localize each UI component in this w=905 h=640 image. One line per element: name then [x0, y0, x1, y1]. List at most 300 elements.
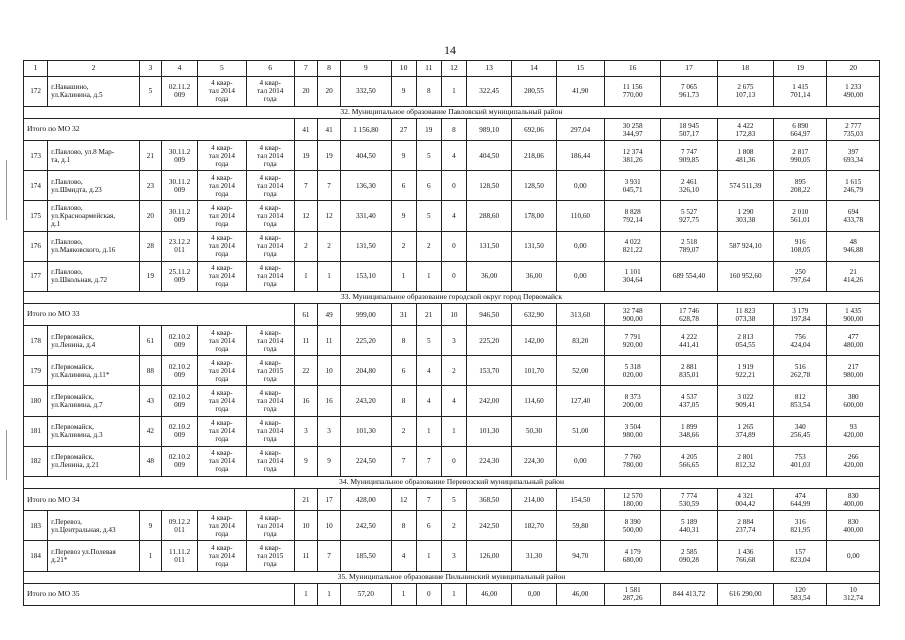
table-cell: 5: [416, 201, 441, 231]
table-cell: 8 390 500,00: [604, 511, 660, 541]
subtotal-cell: 428,00: [341, 489, 391, 511]
table-cell: 160 952,60: [717, 261, 773, 291]
table-cell: 23: [139, 171, 161, 201]
table-cell: 02.10.2 009: [161, 446, 197, 476]
column-number: 6: [246, 61, 294, 77]
table-cell: 4 квар- тал 2014 года: [246, 261, 294, 291]
table-cell: 31,30: [512, 541, 556, 571]
table-cell: 2 817 990,05: [774, 141, 827, 171]
address-cell: г.Первомайск, ул.Калинина, д.11*: [48, 356, 140, 386]
row-number: 172: [24, 76, 48, 106]
table-cell: 23.12.2 011: [161, 231, 197, 261]
table-cell: 16: [294, 386, 317, 416]
row-number: 183: [24, 511, 48, 541]
table-cell: 09.12.2 011: [161, 511, 197, 541]
table-cell: 9: [318, 446, 341, 476]
table-cell: 1: [416, 261, 441, 291]
table-row: [24, 261, 880, 291]
subtotal-row: [24, 119, 880, 141]
table-cell: 0: [441, 171, 466, 201]
table-cell: 11: [294, 541, 317, 571]
table-cell: 1: [441, 416, 466, 446]
table-cell: 20: [139, 201, 161, 231]
table-cell: 11.11.2 011: [161, 541, 197, 571]
table-cell: 4 537 437,05: [661, 386, 717, 416]
subtotal-cell: 21: [416, 304, 441, 326]
column-number: 4: [161, 61, 197, 77]
table-cell: 4 квар- тал 2014 года: [198, 171, 246, 201]
subtotal-cell: 32 748 900,00: [604, 304, 660, 326]
subtotal-cell: 120 583,54: [774, 583, 827, 605]
table-cell: 1 290 303,38: [717, 201, 773, 231]
table-cell: 689 554,40: [661, 261, 717, 291]
table-cell: 88: [139, 356, 161, 386]
table-cell: 36,00: [512, 261, 556, 291]
subtotal-cell: 4 422 172,83: [717, 119, 773, 141]
table-cell: 178,00: [512, 201, 556, 231]
table-cell: 0,00: [556, 261, 604, 291]
table-cell: 1: [416, 416, 441, 446]
table-cell: 2 010 561,01: [774, 201, 827, 231]
table-cell: 0,00: [556, 446, 604, 476]
row-number: 179: [24, 356, 48, 386]
table-cell: 2 884 237,74: [717, 511, 773, 541]
table-cell: 266 420,00: [827, 446, 880, 476]
table-cell: 6: [416, 171, 441, 201]
table-cell: 02.10.2 009: [161, 386, 197, 416]
table-row: [24, 231, 880, 261]
subtotal-cell: 41: [318, 119, 341, 141]
subtotal-label: Итого по МО 32: [24, 119, 295, 141]
table-cell: 101,30: [341, 416, 391, 446]
table-cell: 812 853,54: [774, 386, 827, 416]
table-cell: 5: [416, 141, 441, 171]
table-cell: 477 480,00: [827, 326, 880, 356]
row-number: 182: [24, 446, 48, 476]
subtotal-cell: 1: [294, 583, 317, 605]
section-heading: 33. Муниципальное образование городской округ город Первомайск: [24, 291, 880, 303]
table-cell: 2 461 326,10: [661, 171, 717, 201]
section-heading: 35. Муниципальное образование Пильнинский муниципальный район: [24, 571, 880, 583]
table-cell: 4 квар- тал 2014 года: [246, 76, 294, 106]
address-cell: г.Навашино, ул.Калинина, д.5: [48, 76, 140, 106]
table-cell: 5 318 020,00: [604, 356, 660, 386]
table-cell: 4 квар- тал 2014 года: [198, 261, 246, 291]
table-cell: 182,70: [512, 511, 556, 541]
column-number: 18: [717, 61, 773, 77]
row-number: 178: [24, 326, 48, 356]
table-cell: 131,50: [341, 231, 391, 261]
table-cell: 20: [318, 76, 341, 106]
subtotal-cell: 1: [318, 583, 341, 605]
table-cell: 1 265 374,89: [717, 416, 773, 446]
subtotal-cell: 19: [416, 119, 441, 141]
table-cell: 4 квар- тал 2014 года: [198, 356, 246, 386]
table-cell: 9: [139, 511, 161, 541]
table-cell: 753 401,03: [774, 446, 827, 476]
column-number: 10: [391, 61, 416, 77]
table-cell: 4 квар- тал 2014 года: [246, 416, 294, 446]
table-cell: 224,30: [512, 446, 556, 476]
table-cell: 756 424,04: [774, 326, 827, 356]
table-cell: 3: [318, 416, 341, 446]
row-number: 174: [24, 171, 48, 201]
table-cell: 11 156 770,00: [604, 76, 660, 106]
table-cell: 316 821,95: [774, 511, 827, 541]
subtotal-cell: 297,04: [556, 119, 604, 141]
table-cell: 61: [139, 326, 161, 356]
subtotal-cell: 46,00: [467, 583, 512, 605]
row-number: 177: [24, 261, 48, 291]
table-cell: 2 813 054,55: [717, 326, 773, 356]
table-row: [24, 356, 880, 386]
table-cell: 101,30: [467, 416, 512, 446]
table-cell: 36,00: [467, 261, 512, 291]
table-cell: 136,30: [341, 171, 391, 201]
address-cell: г.Первомайск, ул.Ленина, д.21: [48, 446, 140, 476]
subtotal-row: [24, 304, 880, 326]
subtotal-cell: 154,50: [556, 489, 604, 511]
column-number: 19: [774, 61, 827, 77]
table-cell: 4 222 441,41: [661, 326, 717, 356]
subtotal-cell: 57,20: [341, 583, 391, 605]
subtotal-cell: 18 945 507,17: [661, 119, 717, 141]
table-cell: 4 квар- тал 2014 года: [198, 386, 246, 416]
subtotal-cell: 31: [391, 304, 416, 326]
subtotal-cell: 844 413,72: [661, 583, 717, 605]
subtotal-cell: 1 435 900,00: [827, 304, 880, 326]
subtotal-cell: 8: [441, 119, 466, 141]
table-cell: 12 374 381,26: [604, 141, 660, 171]
table-cell: 4 квар- тал 2014 года: [246, 386, 294, 416]
table-cell: 7: [318, 171, 341, 201]
column-number: 3: [139, 61, 161, 77]
address-cell: г.Павлово, ул.Маяковского, д.16: [48, 231, 140, 261]
subtotal-cell: 17: [318, 489, 341, 511]
table-cell: 11: [294, 326, 317, 356]
column-number: 16: [604, 61, 660, 77]
section-heading-row: [24, 291, 880, 303]
table-cell: 25.11.2 009: [161, 261, 197, 291]
address-cell: г.Первомайск, ул.Ленина, д.4: [48, 326, 140, 356]
table-cell: 2 518 789,07: [661, 231, 717, 261]
table-cell: 895 208,22: [774, 171, 827, 201]
section-heading: 32. Муниципальное образование Павловский муниципальный район: [24, 106, 880, 118]
subtotal-cell: 1 156,80: [341, 119, 391, 141]
table-row: [24, 386, 880, 416]
table-cell: 7: [318, 541, 341, 571]
table-cell: 30.11.2 009: [161, 201, 197, 231]
table-cell: 02.10.2 009: [161, 326, 197, 356]
table-cell: 397 693,34: [827, 141, 880, 171]
table-cell: 5 189 440,31: [661, 511, 717, 541]
table-cell: 1: [441, 76, 466, 106]
table-cell: 02.11.2 009: [161, 76, 197, 106]
table-cell: 9: [391, 76, 416, 106]
table-cell: 19: [139, 261, 161, 291]
table-cell: 20: [294, 76, 317, 106]
table-cell: 1: [391, 261, 416, 291]
section-heading-row: [24, 476, 880, 488]
table-cell: 4 квар- тал 2014 года: [246, 171, 294, 201]
address-cell: г.Павлово, ул.Шмидта, д.23: [48, 171, 140, 201]
table-cell: 8 373 200,00: [604, 386, 660, 416]
subtotal-cell: 1 581 287,26: [604, 583, 660, 605]
subtotal-cell: 7 774 530,59: [661, 489, 717, 511]
table-cell: 43: [139, 386, 161, 416]
table-cell: 4: [441, 141, 466, 171]
table-cell: 1 899 348,66: [661, 416, 717, 446]
subtotal-cell: 2 777 735,03: [827, 119, 880, 141]
column-number: 20: [827, 61, 880, 77]
page-number: 14: [444, 43, 456, 57]
table-cell: 242,50: [467, 511, 512, 541]
subtotal-cell: 1: [391, 583, 416, 605]
column-number-row: [24, 61, 880, 77]
subtotal-cell: 313,60: [556, 304, 604, 326]
table-cell: 9: [391, 201, 416, 231]
table-cell: 2 675 107,13: [717, 76, 773, 106]
row-number: 180: [24, 386, 48, 416]
table-cell: 10: [318, 356, 341, 386]
column-number: 13: [467, 61, 512, 77]
subtotal-cell: 999,00: [341, 304, 391, 326]
subtotal-cell: 4 321 004,42: [717, 489, 773, 511]
subtotal-cell: 946,50: [467, 304, 512, 326]
table-cell: 30.11.2 009: [161, 141, 197, 171]
table-cell: 3: [441, 326, 466, 356]
subtotal-cell: 17 746 628,78: [661, 304, 717, 326]
table-cell: 4 квар- тал 2014 года: [198, 201, 246, 231]
column-number: 15: [556, 61, 604, 77]
table-cell: 4 квар- тал 2014 года: [198, 326, 246, 356]
table-cell: 516 262,78: [774, 356, 827, 386]
section-heading-row: [24, 571, 880, 583]
table-cell: 4: [391, 541, 416, 571]
table-cell: 51,00: [556, 416, 604, 446]
table-cell: 243,20: [341, 386, 391, 416]
row-number: 175: [24, 201, 48, 231]
table-cell: 4 квар- тал 2014 года: [246, 446, 294, 476]
table-cell: 0,00: [556, 231, 604, 261]
table-cell: 2 881 835,01: [661, 356, 717, 386]
table-cell: 4 179 680,00: [604, 541, 660, 571]
table-cell: 9: [294, 446, 317, 476]
table-row: [24, 201, 880, 231]
housing-program-table: [23, 60, 880, 606]
subtotal-cell: 61: [294, 304, 317, 326]
table-cell: 21 414,26: [827, 261, 880, 291]
table-cell: 404,50: [467, 141, 512, 171]
table-row: [24, 511, 880, 541]
table-cell: 19: [318, 141, 341, 171]
subtotal-cell: 474 644,99: [774, 489, 827, 511]
table-cell: 10: [318, 511, 341, 541]
table-cell: 10: [294, 511, 317, 541]
table-cell: 93 420,00: [827, 416, 880, 446]
table-cell: 28: [139, 231, 161, 261]
table-cell: 225,20: [467, 326, 512, 356]
table-cell: 4 квар- тал 2014 года: [198, 231, 246, 261]
table-cell: 4 квар- тал 2015 года: [246, 541, 294, 571]
subtotal-label: Итого по МО 34: [24, 489, 295, 511]
table-cell: 574 511,39: [717, 171, 773, 201]
table-cell: 331,40: [341, 201, 391, 231]
row-number: 176: [24, 231, 48, 261]
table-cell: 7: [416, 446, 441, 476]
table-cell: 1 101 304,64: [604, 261, 660, 291]
table-cell: 42: [139, 416, 161, 446]
table-cell: 12: [318, 201, 341, 231]
table-cell: 1 919 922,21: [717, 356, 773, 386]
table-cell: 153,10: [341, 261, 391, 291]
address-cell: г.Первомайск, ул.Калинина, д.7: [48, 386, 140, 416]
section-heading-row: [24, 106, 880, 118]
table-cell: 52,00: [556, 356, 604, 386]
table-cell: 3: [294, 416, 317, 446]
table-cell: 114,60: [512, 386, 556, 416]
row-number: 181: [24, 416, 48, 446]
table-cell: 9: [391, 141, 416, 171]
table-cell: 0: [441, 446, 466, 476]
table-cell: 242,00: [467, 386, 512, 416]
table-cell: 2 585 090,28: [661, 541, 717, 571]
column-number: 14: [512, 61, 556, 77]
table-cell: 225,20: [341, 326, 391, 356]
table-cell: 7 791 920,00: [604, 326, 660, 356]
column-number: 5: [198, 61, 246, 77]
column-number: 1: [24, 61, 48, 77]
column-number: 9: [341, 61, 391, 77]
table-cell: 4 квар- тал 2014 года: [198, 446, 246, 476]
table-cell: 3 022 909,41: [717, 386, 773, 416]
table-cell: 83,20: [556, 326, 604, 356]
table-cell: 1: [416, 541, 441, 571]
subtotal-cell: 989,10: [467, 119, 512, 141]
table-cell: 21: [139, 141, 161, 171]
subtotal-cell: 692,06: [512, 119, 556, 141]
subtotal-cell: 30 258 344,97: [604, 119, 660, 141]
table-cell: 587 924,10: [717, 231, 773, 261]
table-cell: 4 квар- тал 2014 года: [198, 541, 246, 571]
table-cell: 7: [391, 446, 416, 476]
table-cell: 250 797,64: [774, 261, 827, 291]
margin-mark: [6, 160, 7, 220]
table-cell: 4 квар- тал 2014 года: [246, 326, 294, 356]
table-cell: 332,50: [341, 76, 391, 106]
table-cell: 224,50: [341, 446, 391, 476]
table-cell: 288,60: [467, 201, 512, 231]
table-cell: 19: [294, 141, 317, 171]
table-cell: 7 747 909,85: [661, 141, 717, 171]
table-cell: 157 823,04: [774, 541, 827, 571]
table-cell: 153,70: [467, 356, 512, 386]
table-cell: 02.10.2 009: [161, 416, 197, 446]
table-row: [24, 141, 880, 171]
address-cell: г.Перевоз ул.Полевая д.21*: [48, 541, 140, 571]
column-number: 12: [441, 61, 466, 77]
table-cell: 94,70: [556, 541, 604, 571]
table-cell: 142,00: [512, 326, 556, 356]
address-cell: г.Павлово, ул.Красноармейская, д.1: [48, 201, 140, 231]
table-cell: 7: [294, 171, 317, 201]
section-heading: 34. Муниципальное образование Перевозский муниципальный район: [24, 476, 880, 488]
table-cell: 3 504 980,00: [604, 416, 660, 446]
table-cell: 186,44: [556, 141, 604, 171]
table-cell: 1 233 490,00: [827, 76, 880, 106]
table-cell: 50,30: [512, 416, 556, 446]
table-cell: 280,55: [512, 76, 556, 106]
table-cell: 2: [391, 416, 416, 446]
table-cell: 2: [391, 231, 416, 261]
subtotal-cell: 10 312,74: [827, 583, 880, 605]
table-cell: 5: [416, 326, 441, 356]
subtotal-label: Итого по МО 33: [24, 304, 295, 326]
table-cell: 3 931 045,71: [604, 171, 660, 201]
subtotal-cell: 21: [294, 489, 317, 511]
table-cell: 127,40: [556, 386, 604, 416]
subtotal-cell: 27: [391, 119, 416, 141]
subtotal-cell: 830 400,00: [827, 489, 880, 511]
table-cell: 4 022 821,22: [604, 231, 660, 261]
column-number: 8: [318, 61, 341, 77]
table-cell: 4 квар- тал 2014 года: [246, 231, 294, 261]
table-cell: 1: [139, 541, 161, 571]
table-cell: 2: [441, 511, 466, 541]
table-cell: 101,70: [512, 356, 556, 386]
subtotal-cell: 0: [416, 583, 441, 605]
table-cell: 41,90: [556, 76, 604, 106]
table-cell: 0: [441, 261, 466, 291]
column-number: 17: [661, 61, 717, 77]
table-cell: 6: [416, 511, 441, 541]
table-cell: 128,50: [512, 171, 556, 201]
table-cell: 110,60: [556, 201, 604, 231]
table-cell: 4 205 566,65: [661, 446, 717, 476]
table-cell: 2: [416, 231, 441, 261]
table-cell: 8: [391, 511, 416, 541]
table-cell: 916 108,05: [774, 231, 827, 261]
table-cell: 830 400,00: [827, 511, 880, 541]
table-cell: 48 946,88: [827, 231, 880, 261]
table-cell: 7 065 961,73: [661, 76, 717, 106]
subtotal-row: [24, 489, 880, 511]
table-cell: 4: [416, 356, 441, 386]
subtotal-cell: 3 179 197,84: [774, 304, 827, 326]
table-cell: 12: [294, 201, 317, 231]
table-cell: 204,80: [341, 356, 391, 386]
table-row: [24, 446, 880, 476]
table-cell: 218,06: [512, 141, 556, 171]
table-cell: 22: [294, 356, 317, 386]
table-cell: 1 808 481,36: [717, 141, 773, 171]
subtotal-cell: 6 890 664,97: [774, 119, 827, 141]
table-cell: 224,30: [467, 446, 512, 476]
table-row: [24, 326, 880, 356]
subtotal-cell: 214,00: [512, 489, 556, 511]
table-cell: 7 760 780,00: [604, 446, 660, 476]
table-cell: 59,80: [556, 511, 604, 541]
subtotal-cell: 632,90: [512, 304, 556, 326]
table-cell: 128,50: [467, 171, 512, 201]
table-cell: 6: [391, 356, 416, 386]
table-cell: 48: [139, 446, 161, 476]
table-cell: 2: [318, 231, 341, 261]
address-cell: г.Павлово, ул.8 Мар- та, д.1: [48, 141, 140, 171]
table-row: [24, 541, 880, 571]
table-cell: 4 квар- тал 2014 года: [246, 201, 294, 231]
subtotal-cell: 12 570 180,00: [604, 489, 660, 511]
